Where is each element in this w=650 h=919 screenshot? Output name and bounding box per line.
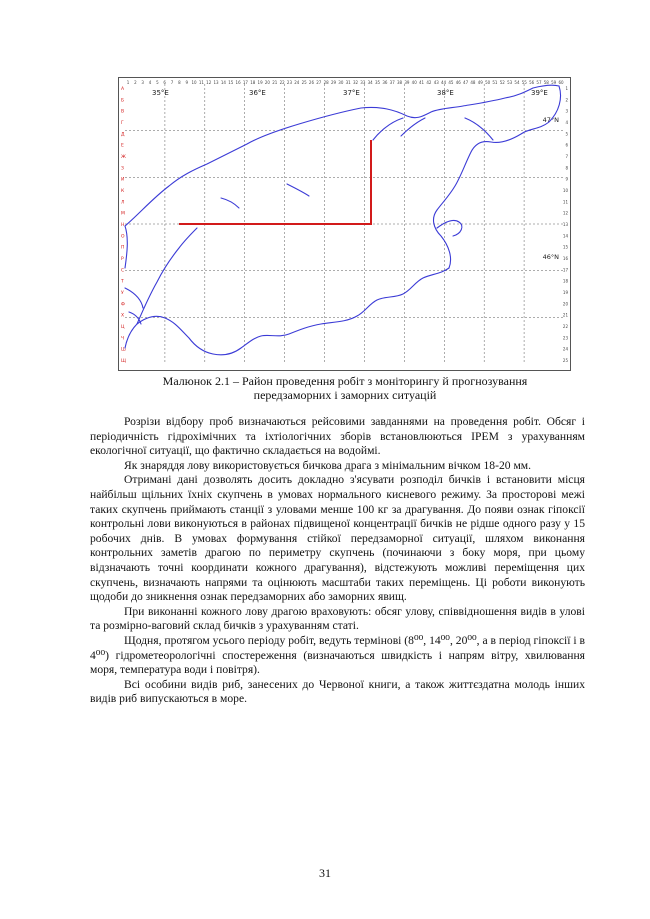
right-scale-label: 4 bbox=[565, 120, 568, 125]
top-scale-label: 24 bbox=[294, 80, 300, 85]
top-scale-label: 12 bbox=[206, 80, 212, 85]
coastline-east bbox=[434, 86, 561, 268]
left-scale-label: Л bbox=[121, 200, 125, 206]
right-scale-label: 17 bbox=[562, 267, 568, 273]
right-scale-label: 1 bbox=[565, 86, 568, 91]
right-scale-label: 7 bbox=[565, 154, 568, 159]
right-scale-label: 15 bbox=[562, 244, 568, 250]
sivash bbox=[125, 288, 143, 324]
top-scale-label: 18 bbox=[250, 80, 256, 85]
left-scale-label: Ч bbox=[121, 336, 125, 342]
top-scale-label: 48 bbox=[470, 80, 476, 85]
right-scale-label: 14 bbox=[562, 233, 568, 239]
top-scale-label: 25 bbox=[301, 80, 307, 85]
top-scale-label: 38 bbox=[396, 80, 403, 85]
bay-taganrog bbox=[465, 118, 493, 140]
left-scale-label: Н bbox=[121, 223, 125, 228]
caption-line-2: передзаморних і заморних ситуацій bbox=[253, 388, 437, 402]
top-scale-label: 59 bbox=[551, 80, 557, 85]
top-scale-label: 21 bbox=[272, 80, 278, 85]
right-scale-label: 19 bbox=[562, 290, 568, 295]
left-scale-label: Т bbox=[121, 279, 124, 285]
top-scale-label: 6 bbox=[163, 80, 166, 85]
top-scale-label: 42 bbox=[426, 80, 432, 85]
sea-of-azov-map bbox=[119, 78, 570, 370]
top-scale-label: 8 bbox=[178, 80, 181, 85]
top-scale-label: 60 bbox=[558, 80, 564, 85]
top-scale-label: 39 bbox=[404, 80, 410, 85]
left-scale-label: Р bbox=[121, 257, 124, 262]
paragraph: Всі особини видів риб, занесених до Червоної книги, а також життєздатна молодь інших видів риб випускаються в море. bbox=[90, 677, 585, 706]
paragraph: Розрізи відбору проб визначаються рейсовими завданнями на проведення робіт. Обсяг і періодичність гідрохімічних та іхтіологічних зборів встановлюються ІРЕМ з урахуванням екологічної ситуації, що фактично складається на водоймі. bbox=[90, 415, 585, 458]
top-scale-label: 54 bbox=[514, 80, 520, 85]
top-scale-label: 55 bbox=[521, 80, 527, 85]
paragraph: При виконанні кожного лову драгою враховують: обсяг улову, співвідношення видів в улові та розмірно-ваговий склад бичків з урахуванням статі. bbox=[90, 604, 585, 633]
top-scale-label: 33 bbox=[360, 80, 366, 85]
longitude-label: 36°E bbox=[249, 89, 266, 97]
paragraph: Як знаряддя лову використовується бичкова драга з мінімальним вічком 18-20 мм. bbox=[124, 458, 532, 472]
top-scale-label: 29 bbox=[330, 80, 337, 85]
coastline-north-detail bbox=[373, 118, 425, 140]
top-scale-label: 2 bbox=[134, 80, 137, 85]
top-scale-label: 3 bbox=[141, 80, 144, 85]
left-scale-label: С bbox=[121, 268, 125, 274]
left-scale-label: Б bbox=[121, 98, 125, 104]
left-scale-label: В bbox=[121, 109, 125, 115]
right-scale-label: 25 bbox=[562, 358, 568, 363]
top-scale-label: 27 bbox=[316, 80, 322, 85]
right-scale-label: 11 bbox=[562, 199, 568, 205]
longitude-label: 35°E bbox=[152, 89, 169, 97]
right-scale-label: 23 bbox=[562, 335, 568, 341]
top-scale-label: 11 bbox=[198, 80, 204, 85]
right-scale-label: 24 bbox=[562, 346, 568, 352]
western-shore bbox=[125, 226, 127, 268]
left-scale-label: A bbox=[121, 87, 125, 92]
left-scale-label: Ф bbox=[121, 302, 125, 308]
top-scale-label: 7 bbox=[170, 80, 174, 85]
left-scale-label: Ж bbox=[121, 155, 126, 160]
top-scale-label: 22 bbox=[279, 80, 285, 85]
body-text bbox=[90, 415, 585, 707]
top-scale-label: 37 bbox=[389, 80, 395, 85]
top-scale-label: 45 bbox=[448, 80, 454, 85]
right-scale-label: 9 bbox=[565, 176, 568, 182]
top-scale-label: 15 bbox=[228, 80, 234, 85]
right-scale-label: 8 bbox=[565, 165, 568, 171]
coastline-south bbox=[213, 268, 449, 355]
top-scale-label: 14 bbox=[220, 80, 226, 85]
right-scale-label: 22 bbox=[562, 324, 568, 329]
lagoon-east bbox=[437, 220, 462, 236]
top-scale-label: 40 bbox=[411, 80, 417, 85]
arabat-spit bbox=[137, 228, 197, 324]
top-scale-label: 1 bbox=[126, 80, 130, 85]
top-scale-label: 56 bbox=[529, 80, 535, 85]
top-scale-label: 19 bbox=[257, 80, 263, 85]
right-scale-label: 2 bbox=[565, 97, 568, 103]
top-scale-label: 36 bbox=[382, 80, 388, 85]
top-scale-label: 53 bbox=[507, 80, 513, 85]
top-scale-label: 57 bbox=[536, 80, 542, 85]
right-scale-label: 10 bbox=[562, 188, 568, 193]
right-scale-label: 20 bbox=[562, 301, 568, 307]
top-scale-label: 46 bbox=[455, 80, 461, 85]
top-scale-label: 20 bbox=[264, 80, 270, 85]
latitude-label: 46°N bbox=[542, 253, 559, 261]
top-scale-label: 5 bbox=[156, 80, 159, 85]
right-scale-label: 6 bbox=[565, 142, 568, 148]
top-scale-label: 58 bbox=[543, 80, 549, 85]
top-scale-label: 47 bbox=[463, 80, 469, 85]
left-scale-label: П bbox=[121, 245, 125, 251]
top-scale-label: 32 bbox=[352, 80, 359, 85]
left-scale-label: З bbox=[121, 166, 124, 172]
left-scale-label: У bbox=[121, 291, 124, 296]
top-scale-label: 10 bbox=[191, 80, 197, 85]
longitude-label: 39°E bbox=[531, 89, 548, 97]
spit-belosarai bbox=[287, 184, 309, 196]
paragraph: Щодня, протягом усього періоду робіт, ведуть термінові (8⁰⁰, 14⁰⁰, 20⁰⁰, а в період гіпоксії і в 4⁰⁰) гідрометеорологічні спостереження (визначаються швидкість і напрям вітру, хвилювання моря, температура води і повітря). bbox=[90, 633, 585, 677]
longitude-label: 38°E bbox=[437, 89, 454, 97]
right-scale-label: 3 bbox=[565, 108, 568, 114]
page-number: 31 bbox=[319, 866, 331, 880]
right-scale-label: 21 bbox=[562, 312, 568, 318]
left-scale-label: Щ bbox=[121, 359, 126, 364]
top-scale-label: 4 bbox=[148, 80, 152, 85]
left-scale-label: Д bbox=[121, 132, 125, 138]
top-scale-label: 26 bbox=[308, 80, 315, 85]
right-scale-label: 5 bbox=[565, 131, 568, 137]
left-scale-label: О bbox=[121, 234, 125, 240]
right-scale-label: 12 bbox=[562, 210, 568, 216]
longitude-label: 37°E bbox=[343, 89, 360, 97]
caption-line-1: Малюнок 2.1 – Район проведення робіт з моніторингу й прогнозування bbox=[162, 374, 528, 388]
top-scale-label: 28 bbox=[323, 80, 329, 85]
top-scale-label: 13 bbox=[213, 80, 219, 85]
top-scale-label: 35 bbox=[374, 80, 381, 85]
top-scale-label: 17 bbox=[242, 80, 248, 85]
left-scale-label: Ц bbox=[121, 325, 125, 330]
paragraph: Отримані дані дозволять досить докладно з'ясувати розподіл бичків і встановити місця найбільш щільних їхніх скупчень в умовах нормального кисневого режиму. За просторові межі таких скупчень приймають станції з уловами менше 100 кг за драгування. До появи ознак гіпоксії контрольні лови виконуються в районах підвищеної концентрації бичків не рідше одного разу у 15 робочих днів. В умовах формування стійкої передзаморної ситуації, шляхом виконання контрольних заметів драгою по периметру скупчень (починаючи з боку моря, при цьому відзначають точні координати кожного драгування), відстежують можливі переміщення цих скупчень, визначають напрями та оцінюють масштаби таких переміщень. Ці роботи виконують щодоби до зникнення ознак передзаморних або заморних явищ. bbox=[90, 473, 585, 604]
top-scale-label: 30 bbox=[338, 80, 344, 85]
left-scale-label: К bbox=[121, 189, 125, 194]
top-scale-label: 49 bbox=[477, 80, 483, 85]
top-scale-label: 50 bbox=[485, 80, 491, 85]
top-scale-label: 52 bbox=[499, 80, 505, 85]
latitude-label: 47°N bbox=[542, 116, 559, 124]
top-scale-label: 43 bbox=[433, 80, 439, 85]
left-scale-label: И bbox=[121, 177, 125, 183]
right-scale-label: 13 bbox=[562, 222, 568, 227]
left-scale-label: Е bbox=[121, 143, 124, 149]
top-scale-label: 51 bbox=[492, 80, 498, 85]
top-scale-label: 16 bbox=[235, 80, 241, 85]
left-scale-label: М bbox=[121, 211, 125, 217]
top-scale-label: 31 bbox=[345, 80, 351, 85]
top-scale-label: 34 bbox=[367, 80, 373, 85]
top-scale-label: 44 bbox=[441, 80, 447, 85]
left-scale-label: Х bbox=[121, 313, 125, 319]
figure-map bbox=[118, 77, 571, 371]
right-scale-label: 18 bbox=[562, 278, 568, 284]
figure-caption bbox=[110, 374, 580, 402]
left-scale-label: Ш bbox=[121, 347, 126, 353]
coastline-north bbox=[125, 85, 559, 226]
top-scale-label: 41 bbox=[419, 80, 425, 85]
left-scale-label: Г bbox=[121, 121, 124, 126]
top-scale-label: 23 bbox=[286, 80, 293, 85]
top-scale-label: 9 bbox=[185, 80, 188, 85]
monitoring-area-boundary bbox=[179, 140, 371, 224]
spit-berdyansk bbox=[221, 198, 239, 208]
right-scale-label: 16 bbox=[562, 256, 568, 261]
